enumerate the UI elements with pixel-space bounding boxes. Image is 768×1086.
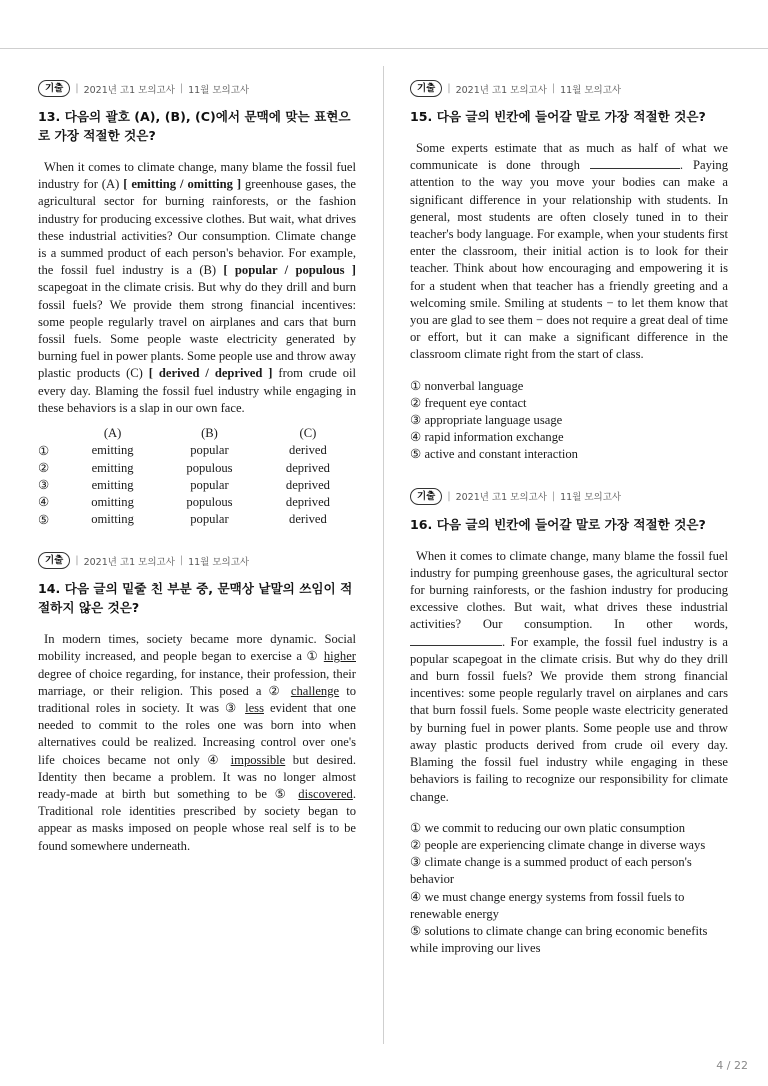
question-passage: [410, 140, 728, 364]
answer-number: ⑤: [38, 512, 50, 527]
answer-cell: derived: [289, 443, 327, 458]
passage-text: from crude oil every day. Blaming the fossil fuel industry while engaging in these behaviors is a slap in our own face.: [38, 366, 357, 415]
passage-text: degree of choice regarding, for instance, their profession, their marriage, or their religion. This posed a ②: [38, 666, 356, 698]
answer-table: [38, 425, 356, 528]
answer-cell: populous: [186, 494, 233, 509]
meta-separator: |: [179, 555, 184, 567]
answer-table-header: [38, 425, 356, 442]
option-item[interactable]: ⑤ solutions to climate change can bring economic benefits while improving our lives: [410, 923, 708, 956]
answer-blank: [590, 157, 680, 169]
question-meta: [38, 552, 356, 569]
option-list: [410, 378, 728, 464]
option-item[interactable]: ③ appropriate language usage: [410, 413, 563, 428]
meta-separator: |: [75, 555, 79, 567]
passage-text: evident that one needed to commit to the roles one was born into when alternatives could be realized. Increasing control over one's life choices became not only ④: [38, 700, 356, 767]
answer-row[interactable]: [38, 494, 356, 511]
answer-number: ①: [38, 443, 50, 458]
question-15: [410, 80, 728, 464]
answer-cell: popular: [190, 512, 229, 527]
option-item[interactable]: ② people are experiencing climate change in diverse ways: [410, 837, 706, 852]
answer-cell: derived: [289, 512, 327, 527]
option-item[interactable]: ③ climate change is a summed product of each person's behavior: [410, 855, 692, 887]
exam-year: 2021년 고1 모의고사: [83, 84, 175, 96]
answer-cell: emitting: [91, 460, 134, 475]
exam-month: 11월 모의고사: [188, 556, 250, 568]
answer-cell: deprived: [285, 494, 330, 509]
passage-text: . For example, the fossil fuel industry is a popular scapegoat in the climate crisis. But why do they drill and burn fossil fuels? We provide them strong financial incentives: some people regularly travel on airplanes and cars that burn fossil fuels. Some people waste electricity generated by burning fuel in power plants. Some people use and throw away plastic products derived from crude oil every day. Blaming the fossil fuel industry while engaging in these behaviors is failing to recognize our responsibility for climate change.: [410, 634, 728, 804]
right-column: [410, 80, 728, 981]
answer-blank: [410, 634, 502, 646]
underlined-word: higher: [323, 649, 356, 664]
question-passage: [38, 631, 356, 855]
choice-bracket-a: [ emitting / omitting ]: [123, 177, 242, 192]
header-rule: [0, 48, 768, 49]
passage-text: Some experts estimate that as much as half of what we communicate is done through: [410, 141, 728, 173]
underlined-word: less: [245, 700, 264, 715]
question-title: 14. 다음 글의 밑줄 친 부분 중, 문맥상 낱말의 쓰임이 적절하지 않은 것은?: [38, 581, 353, 616]
passage-text: but desired. Identity then became a problem. It was no longer almost ready-made at birth but something to be ⑤: [38, 752, 356, 801]
answer-cell: deprived: [285, 460, 330, 475]
answer-cell: popular: [190, 443, 229, 458]
answer-cell: emitting: [91, 443, 134, 458]
question-16: [410, 488, 728, 958]
option-item[interactable]: ④ rapid information exchange: [410, 430, 564, 445]
option-item[interactable]: ② frequent eye contact: [410, 395, 527, 410]
answer-row[interactable]: [38, 442, 356, 459]
meta-separator: |: [551, 490, 556, 502]
meta-separator: |: [447, 83, 451, 94]
question-meta: [410, 488, 728, 505]
answer-number: ③: [38, 478, 50, 493]
exam-year: 2021년 고1 모의고사: [83, 556, 175, 568]
source-badge: 기출: [410, 488, 442, 505]
answer-number: ④: [38, 495, 50, 510]
option-item[interactable]: ① nonverbal language: [410, 378, 524, 393]
answer-number: ②: [38, 461, 50, 476]
meta-separator: |: [75, 83, 79, 94]
choice-bracket-c: [ derived / deprived ]: [148, 366, 273, 381]
answer-row[interactable]: [38, 477, 356, 494]
option-item[interactable]: ① we commit to reducing our own platic consumption: [410, 820, 686, 835]
underlined-word: discovered: [298, 787, 353, 801]
question-title: 15. 다음 글의 빈칸에 들어갈 말로 가장 적절한 것은?: [410, 109, 706, 124]
question-passage: [410, 548, 728, 806]
question-13: [38, 80, 356, 528]
passage-text: scapegoat in the climate crisis. But why do they drill and burn fossil fuels? We provide them strong financial incentives: some people regularly travel on airplanes and cars that burn fossil fuels. Some people waste electricity generated by burning fuel in power plants. Some people use and throw away plastic products (C): [38, 280, 356, 381]
passage-text: . Paying attention to the way you move your bodies can make a significant difference in your relationship with students. In general, most students are often closely tuned in to their teacher's body language. For example, when your students first enter the classroom, their initial action is to look for their teacher. Think about how encouraging and empowering it is for a student when that teacher has a friendly greeting and a welcoming smile. Smiling at students − to let them know that you are glad to see them − does not require a great deal of time or effort, but it can make a significant difference in the classroom climate right from the start of class.: [410, 158, 728, 362]
question-passage: [38, 159, 356, 417]
source-badge: 기출: [410, 80, 442, 97]
source-badge: 기출: [38, 80, 70, 97]
answer-cell: omitting: [91, 494, 134, 509]
question-meta: [38, 80, 356, 97]
exam-month: 11월 모의고사: [560, 84, 622, 96]
exam-year: 2021년 고1 모의고사: [455, 84, 547, 96]
choice-bracket-b: [ popular / populous ]: [223, 263, 356, 278]
question-title: 16. 다음 글의 빈칸에 들어갈 말로 가장 적절한 것은?: [410, 516, 706, 532]
passage-text: When it comes to climate change, many blame the fossil fuel industry for pumping greenhouse gases, the agricultural sector for burning rainforests, or the fashion industry for producing excessive clothes. But wait, what drives these industrial activities? Our consumption. In other words,: [410, 548, 728, 632]
passage-text: When it comes to climate change, many blame the fossil fuel industry for (A): [38, 160, 356, 192]
option-list: [410, 820, 728, 958]
question-title: 13. 다음의 괄호 (A), (B), (C)에서 문맥에 맞는 표현으로 가장 적절한 것은?: [38, 109, 351, 143]
underlined-word: impossible: [230, 752, 286, 767]
column-header: (A): [103, 426, 122, 441]
exam-month: 11월 모의고사: [188, 84, 250, 96]
answer-cell: omitting: [91, 512, 134, 527]
column-header: (B): [201, 426, 218, 441]
passage-text: In modern times, society became more dynamic. Social mobility increased, and people began to exercise a ①: [38, 632, 356, 664]
question-14: [38, 552, 356, 855]
meta-separator: |: [179, 83, 184, 94]
passage-text: greenhouse gases, the agricultural sector for burning rainforests, or the fashion industry for producing excessive clothes. But wait, what drives these industrial activities? Our consumption. Climate change is a summed product of each person's behavior. For example, the fossil fuel industry is a (B): [38, 177, 356, 278]
passage-text: . Traditional role identities prescribed by society began to appear as masks imposed on people whose real self is to be found somewhere underneath.: [38, 787, 356, 853]
answer-cell: deprived: [285, 477, 330, 492]
answer-row[interactable]: [38, 459, 356, 476]
meta-separator: |: [447, 490, 451, 502]
page-number: 4 / 22: [716, 1059, 748, 1072]
meta-separator: |: [551, 83, 556, 94]
answer-cell: populous: [186, 460, 233, 475]
column-header: (C): [299, 426, 317, 441]
answer-row[interactable]: [38, 511, 356, 528]
exam-month: 11월 모의고사: [560, 492, 622, 504]
answer-cell: emitting: [91, 477, 134, 492]
question-meta: [410, 80, 728, 97]
option-item[interactable]: ⑤ active and constant interaction: [410, 447, 578, 462]
answer-cell: popular: [190, 477, 229, 492]
passage-text: to traditional roles in society. It was ③: [38, 683, 356, 715]
exam-year: 2021년 고1 모의고사: [455, 492, 547, 504]
source-badge: 기출: [38, 552, 70, 569]
column-divider: [383, 66, 384, 1044]
underlined-word: challenge: [290, 683, 340, 698]
option-item[interactable]: ④ we must change energy systems from fossil fuels to renewable energy: [410, 889, 685, 921]
left-column: [38, 80, 356, 879]
